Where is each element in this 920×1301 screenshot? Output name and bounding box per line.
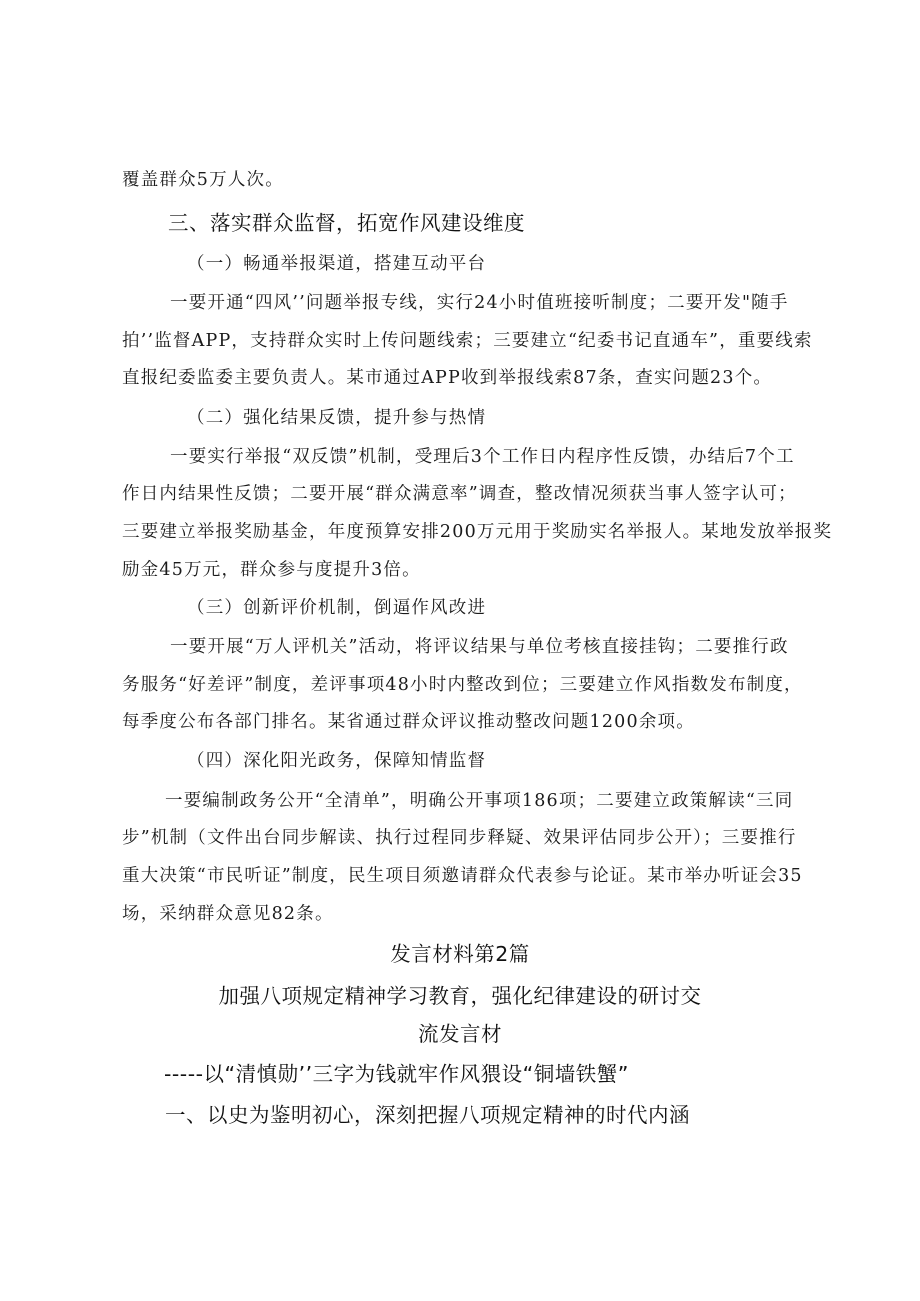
paragraph-tail: 覆盖群众5万人次。 <box>122 170 284 190</box>
article-title-line-2: 流发言材 <box>418 1022 502 1046</box>
subheading-4: （四）深化阳光政务，保障知情监督 <box>187 751 487 771</box>
paragraph-4-line-2: 步”机制（文件出台同步解读、执行过程同步释疑、效果评估同步公开）；三要推行 <box>122 828 797 848</box>
article-subtitle: -----以“清慎勋’’三字为钱就牢作风猥设“铜墙铁蟹” <box>164 1062 629 1086</box>
paragraph-1-line-1: 一要开通“四风’’问题举报专线，实行24小时值班接听制度；二要开发"随手 <box>170 293 789 313</box>
paragraph-4-line-3: 重大决策“市民听证”制度，民生项目须邀请群众代表参与论证。某市举办听证会35 <box>122 866 803 886</box>
paragraph-3-line-3: 每季度公布各部门排名。某省通过群众评议推动整改问题1200余项。 <box>122 712 695 732</box>
subheading-2: （二）强化结果反馈，提升参与热情 <box>187 408 487 428</box>
paragraph-1-line-2: 拍’’监督APP，支持群众实时上传问题线索；三要建立“纪委书记直通车”，重要线索 <box>122 331 813 351</box>
paragraph-2-line-1: 一要实行举报“双反馈”机制，受理后3个工作日内程序性反馈，办结后7个工 <box>170 447 795 467</box>
paragraph-2-line-4: 励金45万元，群众参与度提升3倍。 <box>122 560 421 580</box>
subheading-3: （三）创新评价机制，倒逼作风改进 <box>187 598 487 618</box>
paragraph-4-line-1: 一要编制政务公开“全清单”，明确公开事项186项；二要建立政策解读“三同 <box>165 791 794 811</box>
paragraph-2-line-2: 作日内结果性反馈；二要开展“群众满意率”调查，整改情况须获当事人签字认可； <box>122 484 797 504</box>
article-number-title: 发言材料第2篇 <box>390 942 530 966</box>
subheading-1: （一）畅通举报渠道，搭建互动平台 <box>187 254 487 274</box>
paragraph-4-line-4: 场，采纳群众意见82条。 <box>122 904 334 924</box>
section-heading-1: 一、以史为鉴明初心，深刻把握八项规定精神的时代内涵 <box>165 1103 690 1127</box>
paragraph-3-line-1: 一要开展“万人评机关”活动，将评议结果与单位考核直接挂钩；二要推行政 <box>170 637 789 657</box>
article-title-line-1: 加强八项规定精神学习教育，强化纪律建设的研讨交 <box>218 984 702 1008</box>
paragraph-3-line-2: 务服务“好差评”制度，差评事项48小时内整改到位；三要建立作风指数发布制度， <box>122 675 803 695</box>
paragraph-1-line-3: 直报纪委监委主要负责人。某市通过APP收到举报线索87条，查实问题23个。 <box>122 368 773 388</box>
section-heading-3: 三、落实群众监督，拓宽作风建设维度 <box>168 211 525 235</box>
paragraph-2-line-3: 三要建立举报奖励基金，年度预算安排200万元用于奖励实名举报人。某地发放举报奖 <box>122 522 833 542</box>
